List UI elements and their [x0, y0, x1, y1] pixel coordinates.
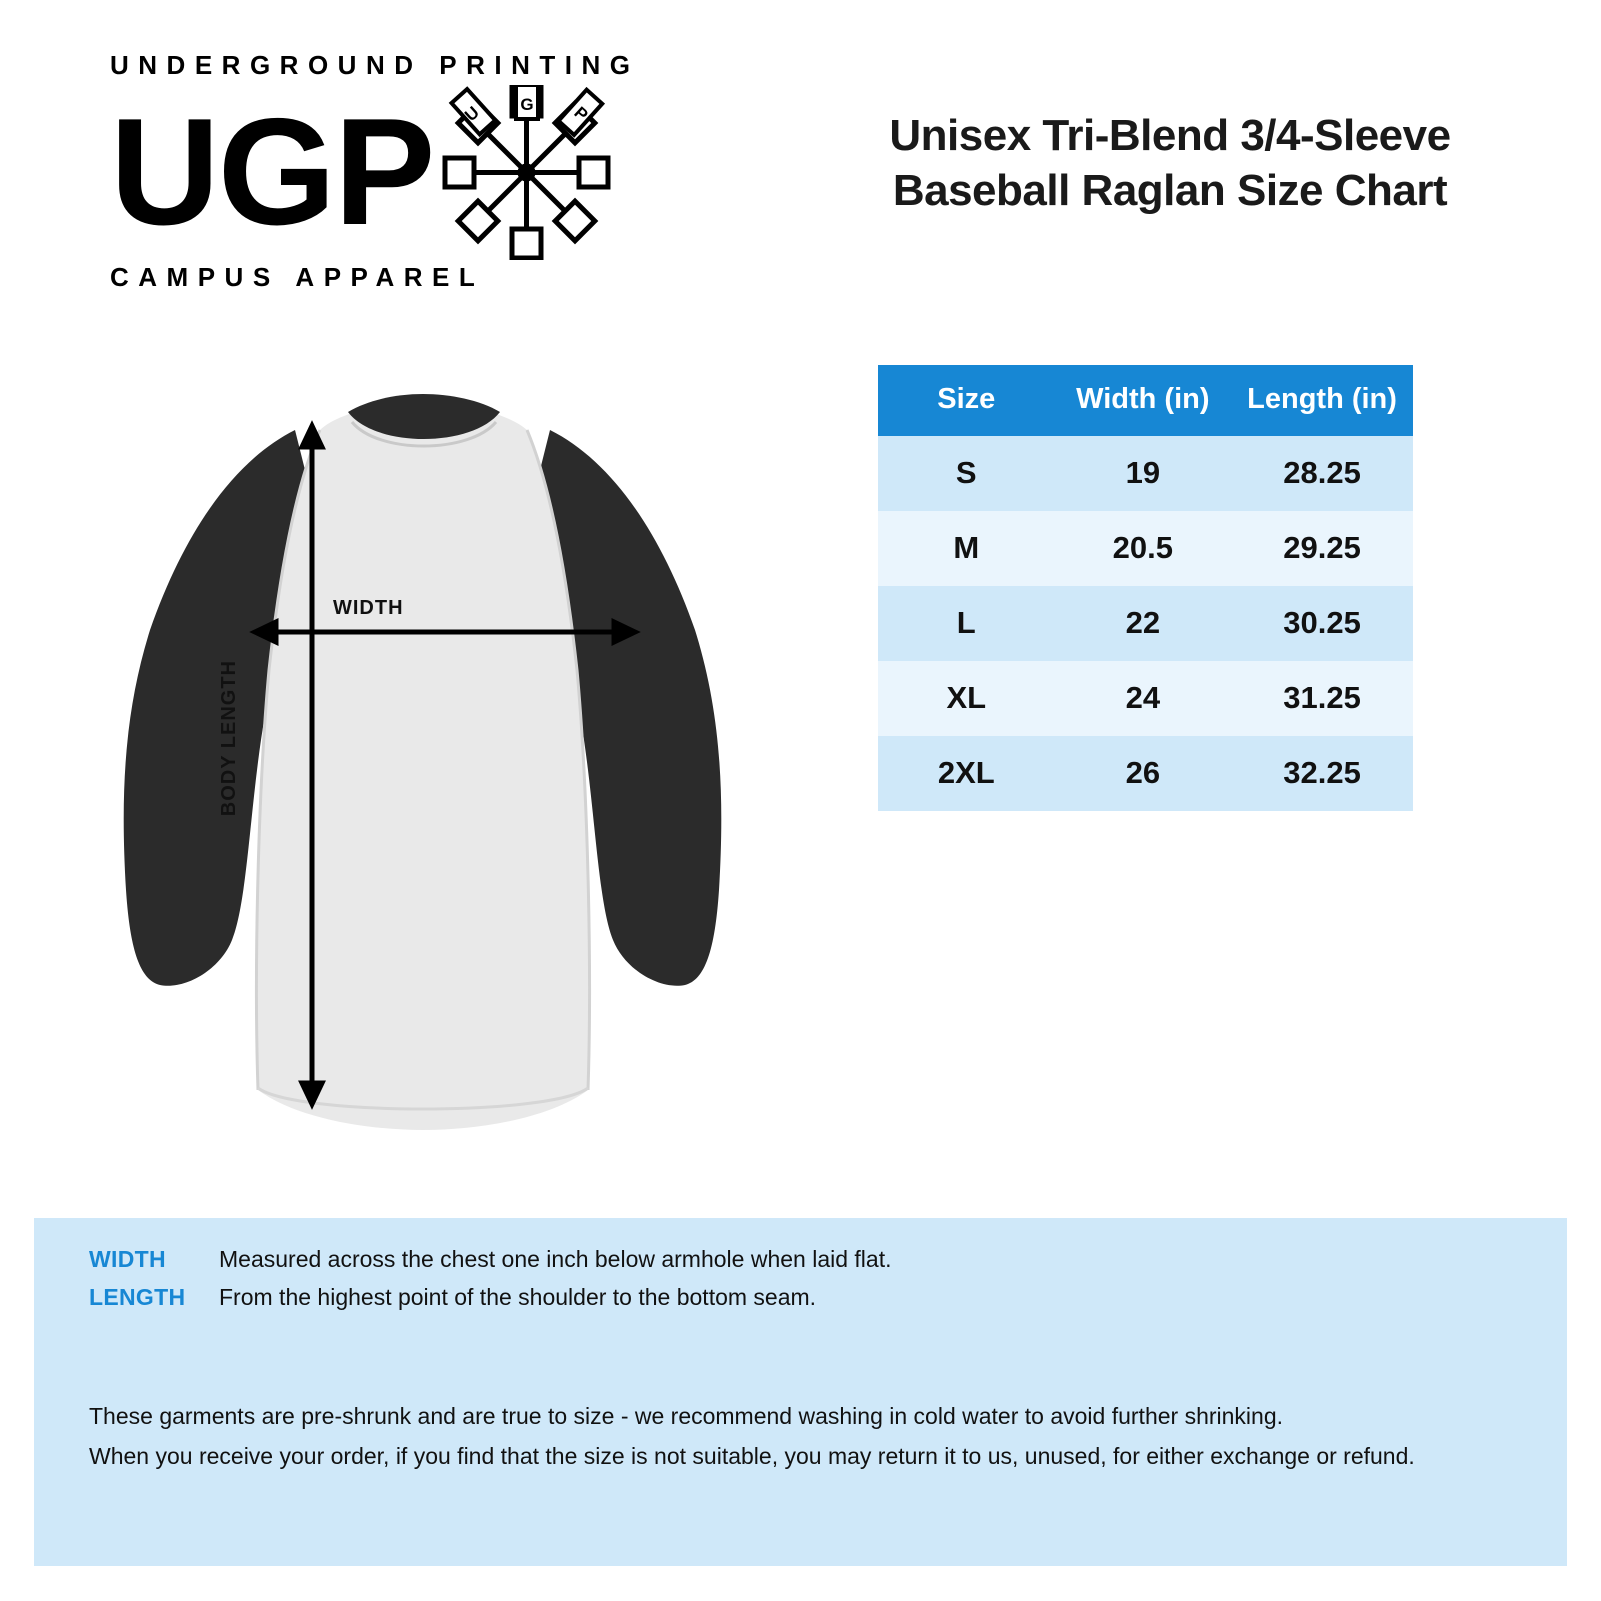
svg-text:U: U: [461, 102, 484, 126]
table-row: [878, 736, 1413, 811]
measurement-notes-panel: [34, 1218, 1567, 1566]
table-row: [878, 436, 1413, 511]
cell-width: 19: [1055, 436, 1232, 511]
brand-wordmark-row: [110, 85, 670, 260]
note-width-key: WIDTH: [89, 1246, 166, 1272]
note-length-key: LENGTH: [89, 1284, 186, 1310]
page-header: [0, 0, 1601, 350]
brand-top-text: UNDERGROUND PRINTING: [110, 50, 640, 80]
svg-text:P: P: [570, 103, 592, 125]
cell-size: S: [878, 436, 1055, 511]
garment-diagram: [80, 370, 780, 1190]
page-title-line2: Baseball Raglan Size Chart: [892, 166, 1448, 215]
cell-size: 2XL: [878, 736, 1055, 811]
cell-width: 26: [1055, 736, 1232, 811]
cell-width: 20.5: [1055, 511, 1232, 586]
brand-bottom-text: CAMPUS APPAREL: [110, 262, 485, 292]
cell-length: 32.25: [1231, 736, 1413, 811]
table-header-row: [878, 365, 1413, 436]
note-width-row: [89, 1246, 891, 1273]
body-length-dimension-label: BODY LENGTH: [218, 660, 240, 817]
cell-width: 24: [1055, 661, 1232, 736]
size-chart-table: [878, 365, 1413, 811]
cell-length: 30.25: [1231, 586, 1413, 661]
note-length-text: From the highest point of the shoulder to the bottom seam.: [219, 1284, 817, 1310]
ugp-pinwheel-icon: [439, 85, 614, 260]
cell-width: 22: [1055, 586, 1232, 661]
cell-size: XL: [878, 661, 1055, 736]
cell-length: 29.25: [1231, 511, 1413, 586]
page-title: [790, 108, 1550, 218]
svg-text:G: G: [520, 95, 535, 114]
cell-length: 28.25: [1231, 436, 1413, 511]
brand-logo: [110, 50, 670, 293]
table-row: [878, 661, 1413, 736]
cell-size: L: [878, 586, 1055, 661]
policy-paragraph: [89, 1396, 1529, 1477]
column-header-length: Length (in): [1231, 365, 1413, 436]
policy-line-1: These garments are pre-shrunk and are true to size - we recommend washing in cold water to avoid further shrinking.: [89, 1403, 1284, 1429]
note-width-text: Measured across the chest one inch below armhole when laid flat.: [219, 1246, 892, 1272]
cell-size: M: [878, 511, 1055, 586]
width-dimension-label: WIDTH: [333, 597, 404, 619]
page-title-line1: Unisex Tri-Blend 3/4-Sleeve: [889, 111, 1451, 160]
column-header-size: Size: [878, 365, 1055, 436]
table-row: [878, 511, 1413, 586]
column-header-width: Width (in): [1055, 365, 1232, 436]
brand-wordmark: UGP: [110, 87, 434, 258]
note-length-row: [89, 1284, 816, 1311]
table-row: [878, 586, 1413, 661]
policy-line-2: When you receive your order, if you find that the size is not suitable, you may return it to us, unused, for either exchange or refund.: [89, 1443, 1415, 1470]
cell-length: 31.25: [1231, 661, 1413, 736]
